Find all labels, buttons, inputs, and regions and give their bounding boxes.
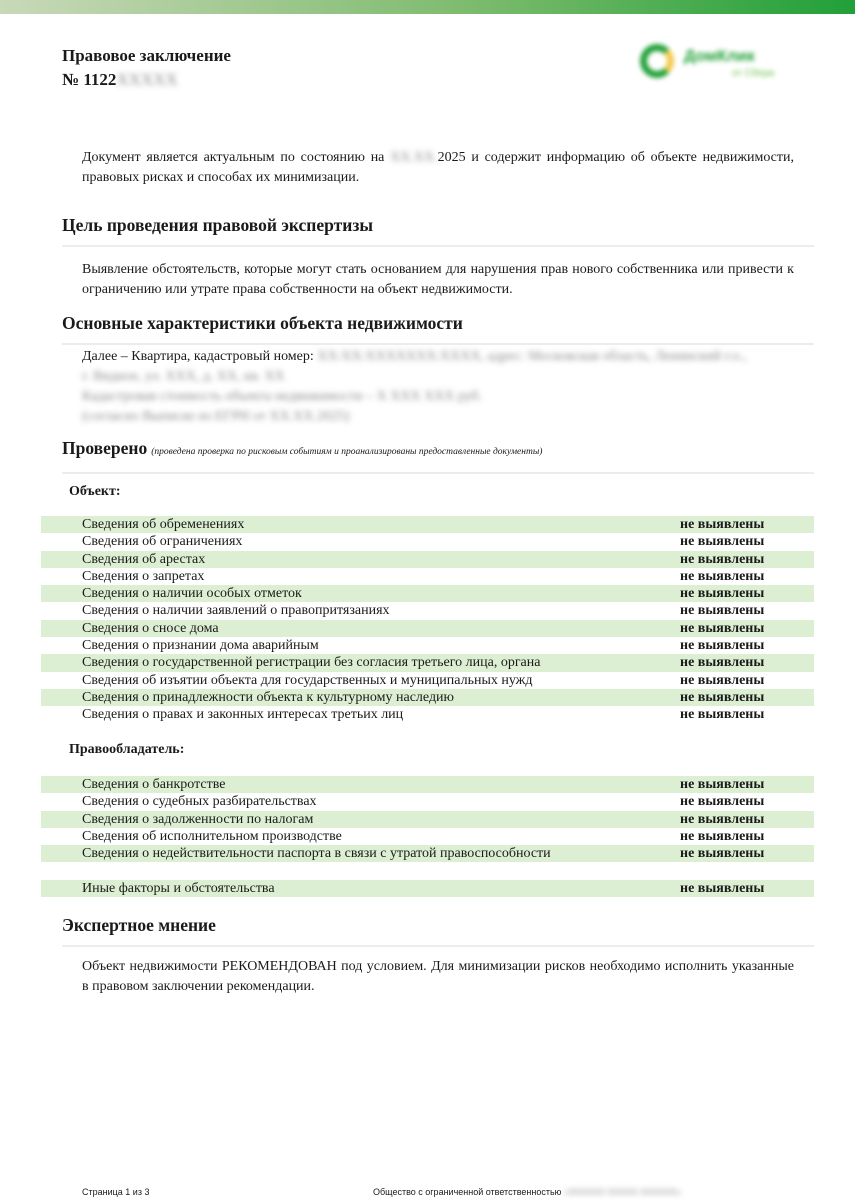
table-row bbox=[41, 828, 814, 845]
document-number bbox=[62, 68, 231, 92]
row-value: не выявлены bbox=[680, 551, 765, 567]
row-label: Сведения о банкротстве bbox=[82, 777, 226, 792]
owner-subheading: Правообладатель: bbox=[69, 742, 185, 757]
row-value: не выявлены bbox=[680, 672, 765, 688]
logo-ring-icon bbox=[640, 44, 674, 78]
intro-part1: Документ является актуальным по состоянию на bbox=[82, 150, 385, 165]
logo-subtitle: от Сбера bbox=[732, 68, 775, 79]
document-title bbox=[62, 44, 231, 92]
row-value: не выявлены bbox=[680, 638, 765, 654]
row-label: Сведения о государственной регистрации без согласия третьего лица, органа bbox=[82, 655, 541, 671]
table-row bbox=[41, 845, 814, 862]
row-value: не выявлены bbox=[680, 689, 765, 705]
footer-company-redacted: «XXXXXX XXXXX XXXXXX» bbox=[563, 1187, 681, 1197]
row-value: не выявлены bbox=[680, 846, 765, 862]
row-value: не выявлены bbox=[680, 603, 765, 619]
row-value: не выявлены bbox=[680, 777, 765, 792]
row-value: не выявлены bbox=[680, 620, 765, 636]
row-label: Иные факторы и обстоятельства bbox=[82, 881, 275, 896]
row-label: Сведения об исполнительном производстве bbox=[82, 828, 342, 844]
table-row bbox=[41, 880, 814, 897]
row-value: не выявлены bbox=[680, 811, 765, 827]
table-row bbox=[41, 776, 814, 793]
logo-wordmark: ДомКлик bbox=[684, 48, 755, 65]
table-row bbox=[41, 689, 814, 706]
table-row bbox=[41, 516, 814, 533]
row-label: Сведения об ограничениях bbox=[82, 534, 243, 550]
row-label: Сведения о судебных разбирательствах bbox=[82, 794, 317, 810]
object-checks-table bbox=[41, 516, 814, 724]
row-label: Сведения о недействительности паспорта в связи с утратой правоспособности bbox=[82, 846, 551, 862]
characteristics-lead: Далее – Квартира, кадастровый номер: bbox=[82, 349, 314, 364]
row-value: не выявлены bbox=[680, 586, 765, 602]
intro-paragraph bbox=[82, 148, 794, 188]
redacted-line-4: (согласно Выписке из ЕГРН от ХХ.ХХ.2025) bbox=[82, 409, 350, 424]
row-value: не выявлены bbox=[680, 828, 765, 844]
row-label: Сведения о запретах bbox=[82, 568, 205, 584]
table-row bbox=[41, 551, 814, 568]
redacted-line-1: ХХ:ХХ:ХХХХХХХ:ХХХХ, адрес: Московская область, Ленинский г.о., bbox=[317, 349, 747, 364]
table-row bbox=[41, 602, 814, 619]
section-heading-characteristics: Основные характеристики объекта недвижимости bbox=[62, 311, 814, 345]
table-row bbox=[41, 585, 814, 602]
intro-part2: 2025 и содержит информацию об объекте недвижимости, правовых рисках и способах их минимизации. bbox=[82, 150, 795, 185]
row-value: не выявлены bbox=[680, 794, 765, 810]
row-value: не выявлены bbox=[680, 517, 765, 532]
row-label: Сведения об изъятии объекта для государственных и муниципальных нужд bbox=[82, 672, 533, 688]
page-number: Страница 1 из 3 bbox=[82, 1187, 150, 1197]
row-label: Сведения о признании дома аварийным bbox=[82, 638, 319, 654]
row-label: Сведения о наличии особых отметок bbox=[82, 586, 302, 602]
characteristics-text bbox=[82, 347, 794, 427]
document-number-prefix: № 1122 bbox=[62, 70, 117, 89]
checked-heading-text: Проверено bbox=[62, 438, 148, 458]
table-row bbox=[41, 811, 814, 828]
company-logo bbox=[640, 40, 790, 84]
redacted-line-3: Кадастровая стоимость объекта недвижимости – Х ХХХ ХХХ руб. bbox=[82, 389, 483, 404]
purpose-text: Выявление обстоятельств, которые могут стать основанием для нарушения прав нового собственника или привести к ограничению или утрате права собственности на объект недвижимости. bbox=[82, 262, 794, 297]
row-label: Сведения о сносе дома bbox=[82, 620, 219, 636]
table-row bbox=[41, 637, 814, 654]
checked-note: (проведена проверка по рисковым событиям и проанализированы предоставленные документы) bbox=[151, 447, 543, 457]
document-title-text: Правовое заключение bbox=[62, 46, 231, 65]
row-label: Сведения о принадлежности объекта к культурному наследию bbox=[82, 689, 455, 705]
row-label: Сведения об арестах bbox=[82, 551, 206, 567]
row-label: Сведения о правах и законных интересах третьих лиц bbox=[82, 707, 404, 723]
row-value: не выявлены bbox=[680, 655, 765, 671]
section-heading-checked bbox=[62, 436, 814, 474]
table-row bbox=[41, 654, 814, 671]
row-label: Сведения о наличии заявлений о правопритязаниях bbox=[82, 603, 390, 619]
table-row bbox=[41, 620, 814, 637]
table-row bbox=[41, 793, 814, 810]
section-heading-purpose: Цель проведения правовой экспертизы bbox=[62, 213, 814, 247]
row-label: Сведения об обременениях bbox=[82, 517, 245, 532]
row-value: не выявлены bbox=[680, 534, 765, 550]
owner-checks-table bbox=[41, 776, 814, 862]
table-row bbox=[41, 568, 814, 585]
document-number-redacted: XXXXX bbox=[116, 70, 178, 89]
opinion-text: Объект недвижимости РЕКОМЕНДОВАН под условием. Для минимизации рисков необходимо исполнить указанные в правовом заключении рекомендации. bbox=[82, 959, 794, 994]
top-accent-bar bbox=[0, 0, 855, 14]
row-value: не выявлены bbox=[680, 707, 765, 723]
row-value: не выявлены bbox=[680, 568, 765, 584]
other-factors-table bbox=[41, 880, 814, 897]
intro-date-redacted: ХХ.ХХ. bbox=[390, 150, 438, 165]
table-row bbox=[41, 533, 814, 550]
footer-company-text: Общество с ограниченной ответственностью bbox=[373, 1187, 562, 1197]
object-subheading: Объект: bbox=[69, 484, 121, 499]
row-label: Сведения о задолженности по налогам bbox=[82, 811, 314, 827]
row-value: не выявлены bbox=[680, 881, 765, 896]
table-row bbox=[41, 672, 814, 689]
section-heading-opinion: Экспертное мнение bbox=[62, 913, 814, 947]
footer-company bbox=[373, 1186, 813, 1198]
table-row bbox=[41, 706, 814, 723]
redacted-line-2: г. Видное, ул. ХХХ, д. ХХ, кв. ХХ bbox=[82, 369, 285, 384]
